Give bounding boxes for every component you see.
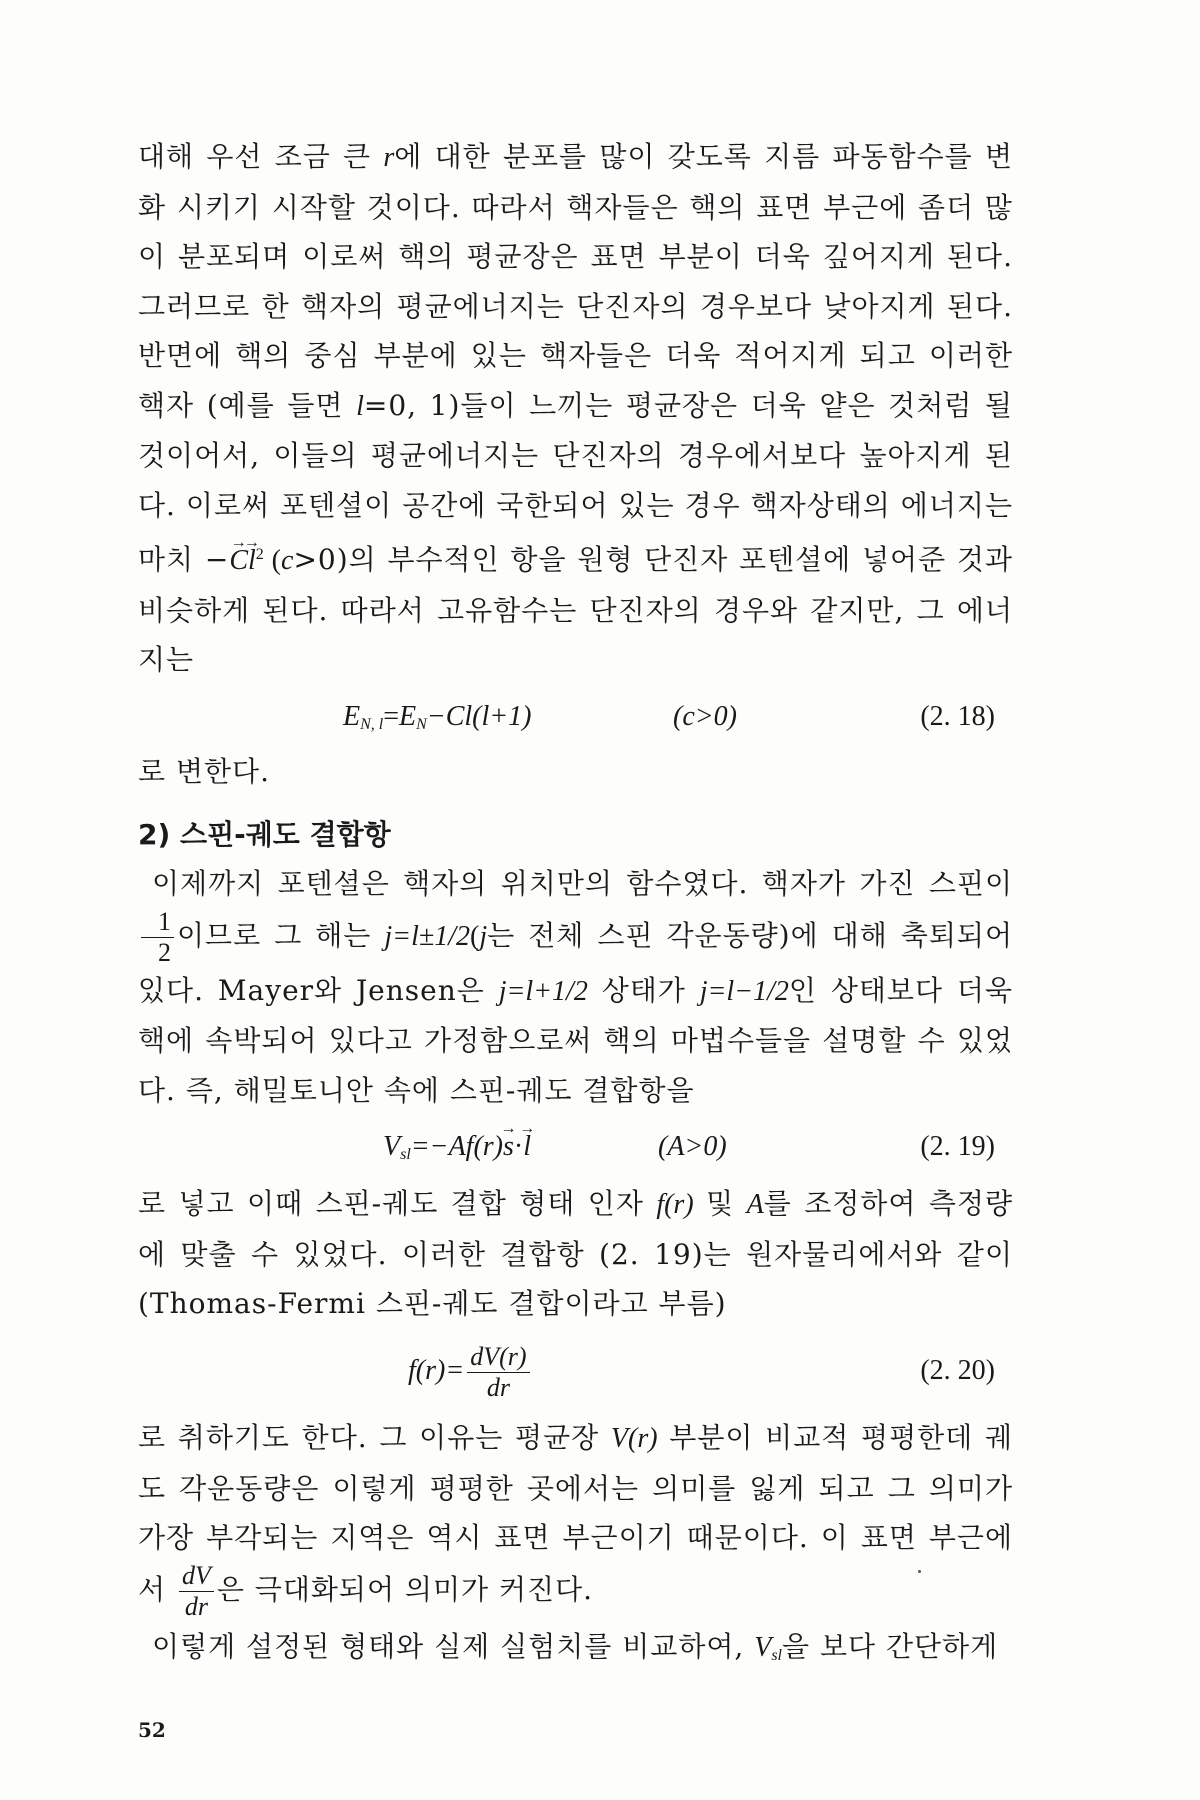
paragraph-coupling-form	[138, 1179, 1013, 1329]
paragraph-text: 이제까지 포텐셜은 핵자의 위치만의 함수였다. 핵자가 가진 스핀이 $\frac{1}{2}$ 이므로 그 해는 j=l±1/2(j는 전체 스핀 각운동량)에 대해 축퇴되어 있다. Mayer와 Jensen은 j=l+1/2 상태가 j=l−1/2인 상태보다 더욱 핵에 속박되어 있다고 가정함으로써 핵의 마법수들을 설명할 수 있었다. 즉, 해밀토니안 속에 스핀-궤도 결합항을	[138, 867, 1013, 1107]
equation-condition: (c>0)	[673, 701, 737, 732]
equation-2-18	[138, 689, 1013, 745]
equation-condition: (A>0)	[658, 1131, 727, 1162]
equation-2-19	[138, 1119, 1013, 1175]
paragraph-spin-orbit	[138, 859, 1013, 1115]
fraction-one-half: $\frac{1}{2}$	[141, 909, 174, 966]
paragraph-text: 대해 우선 조금 큰 r에 대한 분포를 많이 갖도록 지름 파동함수를 변화 시키기 시작할 것이다. 따라서 핵자들은 핵의 표면 부근에 좀더 많이 분포되며 이로써 핵의 평균장은 표면 부분이 더욱 깊어지게 된다. 그러므로 한 핵자의 평균에너지는 단진자의 경우보다 낮아지게 된다. 반면에 핵의 중심 부분에 있는 핵자들은 더욱 적어지게 되고 이러한 핵자 (예를 들면 l=0, 1)들이 느끼는 평균장은 더욱 얕은 것처럼 될 것이어서, 이들의 평균에너지는 단진자의 경우에서보다 높아지게 된다. 이로써 포텐셜이 공간에 국한되어 있는 경우 핵자상태의 에너지는 마치 −→ $C\to l^2$ (c>0)의 부수적인 항을 원형 단진자 포텐셜에 넣어준 것과 비슷하게 된다. 따라서 고유함수는 단진자의 경우와 같지만, 그 에너지는	[138, 132, 1013, 685]
equation-body: f(r)= $\frac{dV(r)}{dr}$	[408, 1343, 533, 1401]
paragraph-text: 이렇게 설정된 형태와 실제 실험치를 비교하여, $V_{sl}$을 보다 간단하게	[152, 1630, 999, 1664]
paragraph-comparison	[138, 1622, 1013, 1681]
equation-2-20	[138, 1331, 1013, 1411]
paragraph-reason	[138, 1413, 1013, 1620]
paragraph-spin-independent	[138, 132, 1013, 685]
equation-body: $E_{N, l}=E_N-Cl(l+1)$	[343, 701, 532, 733]
section-heading: 2) 스핀-궤도 결합항	[138, 818, 391, 851]
paragraph-text: 로 취하기도 한다. 그 이유는 평균장 V(r) 부분이 비교적 평평한데 궤도 각운동량은 이렇게 평평한 곳에서는 의미를 잃게 되고 그 의미가 가장 부각되는 지역은 역시 표면 부근이기 때문이다. 이 표면 부근에서 $\frac{dV}{dr}$ 은 극대화되어 의미가 커진다.	[138, 1421, 1013, 1621]
page-number: 52	[138, 1718, 166, 1742]
equation-number: (2. 19)	[920, 1131, 995, 1162]
equation-number: (2. 20)	[920, 1355, 995, 1386]
paragraph-transition: 로 변한다.	[138, 755, 270, 788]
fraction-dv-dr: $\frac{dV(r)}{dr}$	[467, 1344, 529, 1401]
fraction-dv-dr-inline: $\frac{dV}{dr}$	[179, 1563, 214, 1620]
equation-body: $V_{sl}=-Af(r)\to s\cdot\to l$	[383, 1119, 531, 1183]
paragraph-text: 로 넣고 이때 스핀-궤도 결합 형태 인자 f(r) 및 A를 조정하여 측정량에 맞출 수 있었다. 이러한 결합항 (2. 19)는 원자물리에서와 같이 (Thomas-Fermi 스핀-궤도 결합이라고 부름)	[138, 1187, 1013, 1320]
equation-number: (2. 18)	[920, 701, 995, 732]
